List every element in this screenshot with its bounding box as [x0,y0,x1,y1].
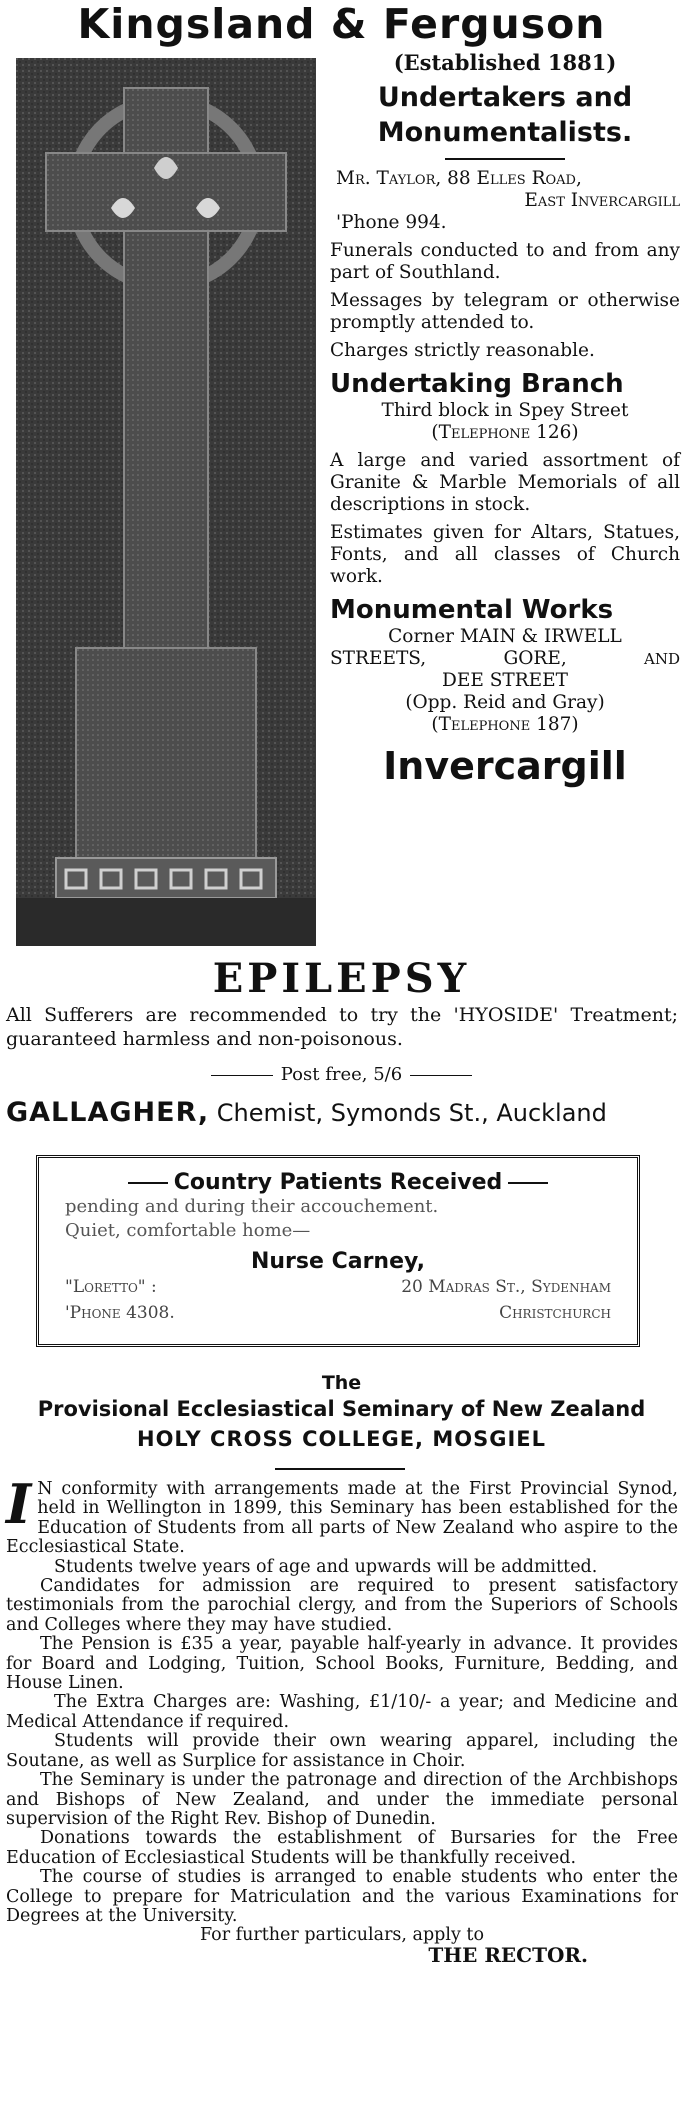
nurse-phone-row [65,1300,611,1326]
seminary-para-9: The course of studies is arranged to enable students who enter the College to prepare for Matriculation and the various Examinations for Degrees at the University. [6,1867,678,1926]
seminary-para-3: Candidates for admission are required to present satisfactory testimonials from the parochial clergy, and from the Superiors of Schools and Colleges where they may have studied. [6,1576,678,1635]
epilepsy-chemist [6,1097,678,1128]
nurse-carney-ad-box [36,1155,640,1347]
nurse-address-row [65,1274,611,1300]
celtic-cross-monument-photo [16,58,316,946]
kf-established: (Established 1881) [393,50,617,75]
nurse-line2: Quiet, comfortable home— [65,1220,311,1241]
nurse-city: Christchurch [499,1303,611,1323]
nurse-phone: 'Phone 4308. [65,1303,175,1323]
kf-business-name: Kingsland & Ferguson [77,0,606,48]
seminary-para-6: Students will provide their own wearing apparel, including the Soutane, as well as Surplice for assistance in Choir. [6,1731,678,1771]
kf-trade: Undertakers and Monumentalists. [377,82,633,148]
kf-branch-heading: Undertaking Branch [330,369,624,399]
seminary-para-4: The Pension is £35 a year, payable half-yearly in advance. It provides for Board and Lodging, Tuition, School Books, Furniture, Bedding, and House Linen. [6,1634,678,1694]
drop-cap: I [6,1472,32,1536]
chemist-name: GALLAGHER, [6,1097,210,1128]
left-dash [211,1075,273,1076]
right-dash [410,1075,472,1076]
kf-funerals: Funerals conducted to and from any part of Southland. [330,240,680,283]
heading-dash-right [508,1182,548,1184]
kf-branch-phone: (Telephone 126) [431,422,579,443]
nurse-heading-text: Country Patients Received [173,1170,503,1195]
seminary-title: Provisional Ecclesiastical Seminary of New Zealand [37,1397,646,1421]
celtic-cross-illustration [16,58,316,946]
seminary-para-5: The Extra Charges are: Washing, £1/10/- a year; and Medicine and Medical Attendance if required. [6,1692,678,1732]
kf-works-line2 [330,648,680,670]
seminary-para-2: Students twelve years of age and upwards will be addmitted. [54,1556,598,1577]
seminary-para-1-text: N conformity with arrangements made at the First Provincial Synod, held in Wellington in 1899, this Seminary has been established for the Education of Students from all parts of New Zealand who aspire to the Ecclesiastical State. [6,1479,678,1558]
kf-works-heading: Monumental Works [330,595,614,625]
epilepsy-title: EPILEPSY [212,955,471,1002]
kf-city: Invercargill [383,744,627,788]
kf-phone: 'Phone 994. [336,212,447,233]
epilepsy-body: All Sufferers are recommended to try the 'HYOSIDE' Treatment; guaranteed harmless and non-poisonous. [6,1004,678,1050]
kf-works-phone: (Telephone 187) [431,714,579,735]
kf-works-and: AND [644,650,680,668]
nurse-street: 20 Madras St., Sydenham [401,1277,611,1297]
post-free-text: Post free, 5/6 [280,1064,403,1085]
seminary-rector: THE RECTOR. [428,1942,588,1967]
nurse-house: "Loretto" : [65,1277,157,1297]
nurse-heading [65,1170,611,1195]
epilepsy-post-free [0,1064,683,1085]
kf-works-streets: STREETS, [330,648,427,669]
kf-works-gore: GORE, [503,648,567,669]
seminary-para-8: Donations towards the establishment of Bursaries for the Free Education of Ecclesiastical Students will be thankfully received. [6,1828,678,1868]
seminary-para-1 [6,1472,678,1558]
kf-contact-line1: Mr. Taylor, 88 Elles Road, [336,168,582,189]
kf-memorials: A large and varied assortment of Granite & Marble Memorials of all descriptions in stock. [330,450,680,515]
kf-divider [445,158,565,160]
seminary-body [6,1472,678,1967]
kf-charges: Charges strictly reasonable. [330,340,595,361]
heading-dash-left [128,1182,168,1184]
seminary-divider [275,1468,405,1470]
nurse-line1: pending and during their accouchement. [65,1196,439,1217]
kf-text-column [330,50,680,790]
kf-branch-location: Third block in Spey Street [381,400,629,421]
seminary-para-7: The Seminary is under the patronage and direction of the Archbishops and Bishops of New Zealand, and under the immediate personal supervision of the Right Rev. Bishop of Dunedin. [6,1770,678,1829]
nurse-name: Nurse Carney, [250,1249,425,1274]
kf-works-line1: Corner MAIN & IRWELL [388,626,622,647]
kf-works-line3: DEE STREET [441,670,568,691]
seminary-the: The [321,1372,362,1394]
kf-estimates: Estimates given for Altars, Statues, Fonts, and all classes of Church work. [330,522,680,587]
seminary-college: HOLY CROSS COLLEGE, MOSGIEL [137,1427,546,1451]
kf-contact-line2: East Invercargill [524,190,680,211]
kf-messages: Messages by telegram or otherwise promptly attended to. [330,290,680,333]
chemist-address: Chemist, Symonds St., Auckland [216,1099,607,1127]
seminary-further: For further particulars, apply to [199,1925,484,1946]
kf-works-line4: (Opp. Reid and Gray) [405,692,605,713]
